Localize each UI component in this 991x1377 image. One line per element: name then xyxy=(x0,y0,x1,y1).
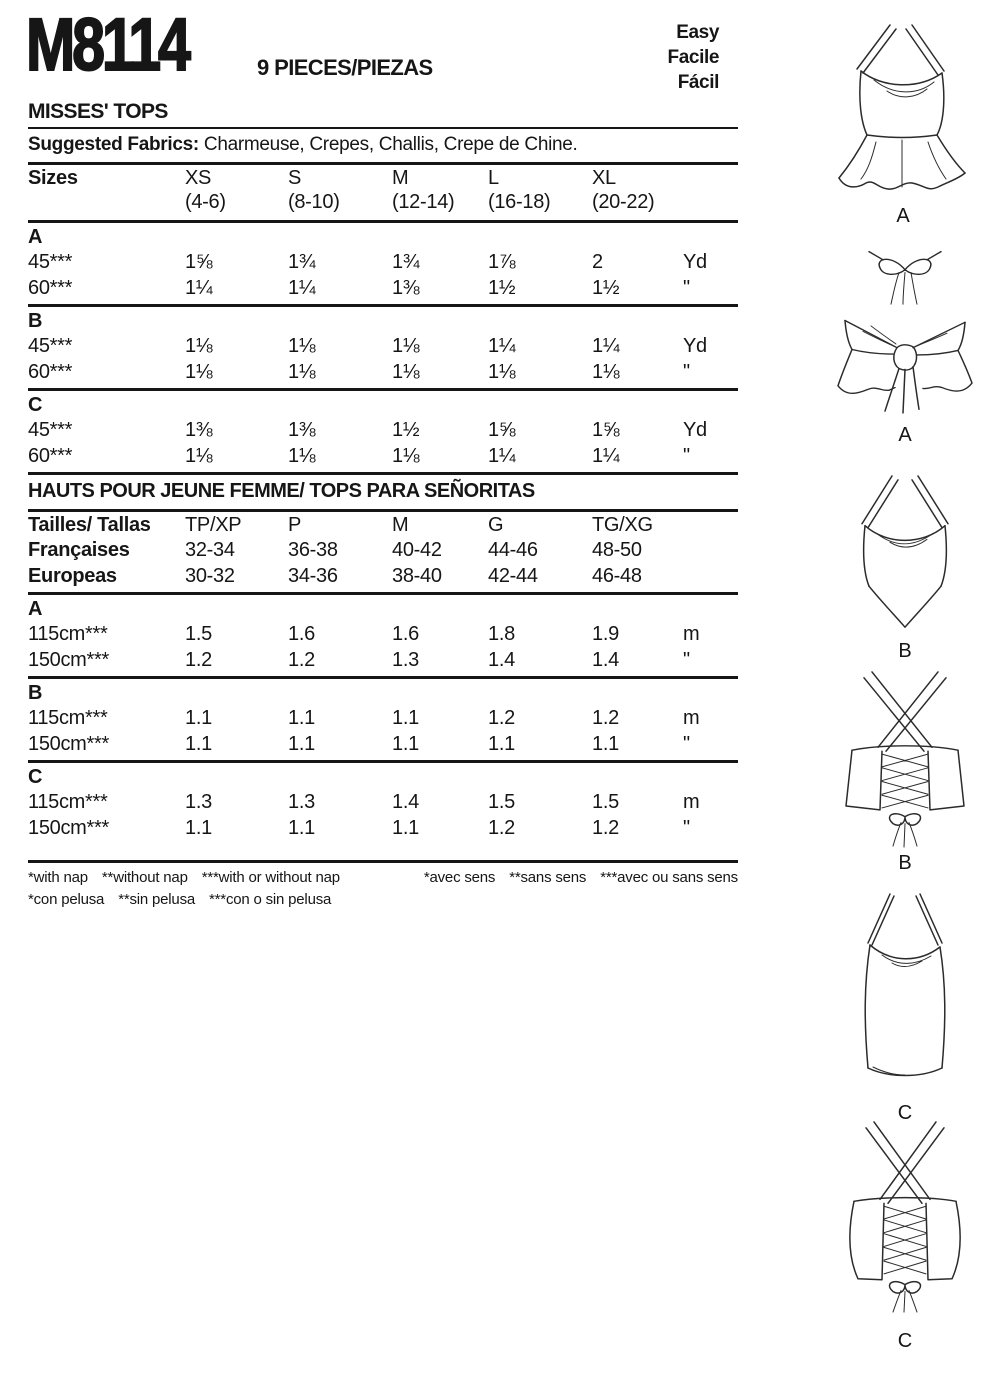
table-cell xyxy=(683,514,738,537)
table-cell: P xyxy=(288,514,302,536)
table-row xyxy=(28,647,738,673)
table-cell xyxy=(683,167,738,190)
table-cell: 1¼ xyxy=(488,445,516,467)
divider xyxy=(28,162,738,165)
table-cell: (4-6) xyxy=(185,191,226,213)
table-cell: Françaises xyxy=(28,539,130,561)
table-cell xyxy=(28,190,185,217)
table-cell: XS xyxy=(185,167,212,189)
table-cell: B xyxy=(28,310,43,332)
table-cell: 38-40 xyxy=(392,565,442,587)
figure-view-b-back xyxy=(835,670,975,875)
yardage-chart xyxy=(28,101,738,912)
table-cell: 1.4 xyxy=(392,791,419,813)
table-cell: (12-14) xyxy=(392,191,455,213)
table-row xyxy=(28,249,738,275)
french-spanish-title: HAUTS POUR JEUNE FEMME/ TOPS PARA SEÑORITAS xyxy=(28,480,535,502)
table-cell: " xyxy=(683,817,690,839)
fabrics-label: Suggested Fabrics: xyxy=(28,134,199,155)
table-cell: 1⅝ xyxy=(592,419,620,441)
table-cell: A xyxy=(28,226,43,248)
footnote-row xyxy=(28,868,738,890)
table-cell xyxy=(488,309,592,333)
table-cell: 1½ xyxy=(488,277,516,299)
table-cell: C xyxy=(28,394,43,416)
table-cell: TP/XP xyxy=(185,514,242,536)
table-cell xyxy=(288,309,392,333)
table-cell: B xyxy=(28,682,43,704)
table-cell xyxy=(288,681,392,705)
table-row xyxy=(28,537,738,563)
table-row xyxy=(28,705,738,731)
divider xyxy=(28,592,738,595)
table-cell: 1.8 xyxy=(488,623,515,645)
table-cell: 40-42 xyxy=(392,539,442,561)
footnote-con-pelusa: *con pelusa xyxy=(28,891,105,908)
divider xyxy=(28,760,738,763)
table-cell: M xyxy=(392,167,409,189)
table-cell: A xyxy=(28,598,43,620)
pattern-number: M8114 xyxy=(26,3,188,86)
table-cell: 1.1 xyxy=(392,817,419,839)
yardage-table-metric xyxy=(28,514,738,863)
table-cell: XL xyxy=(592,167,616,189)
table-cell xyxy=(288,765,392,789)
view-a-front-illustration xyxy=(830,22,976,202)
table-cell: 1.1 xyxy=(185,733,212,755)
table-row xyxy=(28,275,738,301)
table-cell xyxy=(592,225,683,249)
footnote-avec-ou-sans-sens: ***avec ou sans sens xyxy=(600,869,738,886)
table-cell: 1⅛ xyxy=(288,445,316,467)
table-cell xyxy=(185,225,288,249)
table-cell: 1⅛ xyxy=(288,361,316,383)
table-cell: 1¾ xyxy=(288,251,316,273)
table-cell: 1⅛ xyxy=(392,361,420,383)
table-cell: " xyxy=(683,649,690,671)
table-cell: 36-38 xyxy=(288,539,338,561)
table-cell: 1⅛ xyxy=(392,445,420,467)
divider xyxy=(28,388,738,391)
table-cell: 1.1 xyxy=(592,733,619,755)
table-cell: Yd xyxy=(683,335,707,357)
footnotes xyxy=(28,868,738,912)
difficulty-levels xyxy=(668,20,719,95)
table-cell: 150cm*** xyxy=(28,817,109,839)
figure-label: B xyxy=(898,852,912,874)
table-cell xyxy=(392,393,488,417)
yardage-table-imperial xyxy=(28,167,738,469)
figure-view-b-front xyxy=(835,474,975,663)
view-a-back-illustration xyxy=(835,248,975,422)
table-cell: 60*** xyxy=(28,361,73,383)
table-cell: 45*** xyxy=(28,251,73,273)
figure-view-c-front xyxy=(835,892,975,1125)
table-cell: m xyxy=(683,707,700,729)
table-row xyxy=(28,563,738,589)
difficulty-fr: Facile xyxy=(667,47,719,68)
table-cell: m xyxy=(683,623,700,645)
table-row xyxy=(28,333,738,359)
table-cell: 1.1 xyxy=(392,707,419,729)
table-cell: L xyxy=(488,167,499,189)
table-row xyxy=(28,765,738,789)
table-cell: 1⅝ xyxy=(488,419,516,441)
table-row xyxy=(28,514,738,537)
table-cell xyxy=(392,681,488,705)
table-cell: 1⅝ xyxy=(185,251,213,273)
table-cell: 1¼ xyxy=(592,335,620,357)
table-cell xyxy=(392,597,488,621)
table-cell: 1¼ xyxy=(592,445,620,467)
english-title: MISSES' TOPS xyxy=(28,100,168,123)
table-cell xyxy=(288,393,392,417)
table-cell: 60*** xyxy=(28,445,73,467)
table-cell: 1.1 xyxy=(288,817,315,839)
table-cell xyxy=(592,681,683,705)
table-cell: G xyxy=(488,514,504,536)
pieces-count: 9 PIECES/PIEZAS xyxy=(257,55,433,80)
table-cell: 1.6 xyxy=(392,623,419,645)
figure-view-a-front xyxy=(830,22,976,228)
table-cell: 1⅜ xyxy=(288,419,316,441)
table-cell: m xyxy=(683,791,700,813)
table-row xyxy=(28,731,738,757)
table-cell: Europeas xyxy=(28,565,117,587)
table-cell: 1.3 xyxy=(392,649,419,671)
table-cell xyxy=(592,393,683,417)
footnote-avec-sens: *avec sens xyxy=(423,869,496,886)
table-cell: 46-48 xyxy=(592,565,642,587)
table-cell: 1⅛ xyxy=(185,445,213,467)
table-cell xyxy=(683,190,738,217)
table-cell xyxy=(488,597,592,621)
table-cell: Yd xyxy=(683,251,707,273)
table-cell: Yd xyxy=(683,419,707,441)
table-cell: 150cm*** xyxy=(28,649,109,671)
table-cell: 1.1 xyxy=(392,733,419,755)
difficulty-es: Fácil xyxy=(677,72,719,93)
table-cell: 1.6 xyxy=(288,623,315,645)
table-cell: 1.2 xyxy=(488,817,515,839)
table-cell: 1.3 xyxy=(288,791,315,813)
table-cell: 1.1 xyxy=(288,733,315,755)
fabrics-list: Charmeuse, Crepes, Challis, Crepe de Chine. xyxy=(203,134,578,155)
table-cell: 1⅛ xyxy=(185,361,213,383)
table-cell: 1⅜ xyxy=(392,277,420,299)
table-cell: S xyxy=(288,167,302,189)
view-b-back-illustration xyxy=(835,670,975,850)
table-cell: 115cm*** xyxy=(28,707,108,729)
table-cell xyxy=(683,765,738,789)
footnote-sin-pelusa: **sin pelusa xyxy=(118,891,196,908)
table-cell: 1.2 xyxy=(592,707,619,729)
table-cell: " xyxy=(683,277,690,299)
table-cell: 1¼ xyxy=(185,277,213,299)
table-cell: 1.4 xyxy=(488,649,515,671)
table-cell: 1.9 xyxy=(592,623,619,645)
table-cell: 1⅛ xyxy=(185,335,213,357)
table-row xyxy=(28,167,738,190)
table-cell xyxy=(592,765,683,789)
table-cell: 32-34 xyxy=(185,539,235,561)
table-cell: 1.2 xyxy=(592,817,619,839)
table-cell: 34-36 xyxy=(288,565,338,587)
footnote-row xyxy=(28,890,738,912)
table-cell xyxy=(185,765,288,789)
table-row xyxy=(28,417,738,443)
footnote-spanish xyxy=(28,890,345,912)
suggested-fabrics xyxy=(28,132,738,159)
table-row xyxy=(28,789,738,815)
table-cell xyxy=(683,393,738,417)
table-cell: 115cm*** xyxy=(28,623,108,645)
view-c-back-illustration xyxy=(835,1120,975,1316)
table-cell xyxy=(683,681,738,705)
table-cell: 48-50 xyxy=(592,539,642,561)
table-cell xyxy=(288,225,392,249)
table-cell: 1¼ xyxy=(488,335,516,357)
divider xyxy=(28,509,738,512)
figure-label: A xyxy=(898,424,912,446)
figure-view-a-back xyxy=(835,248,975,447)
table-cell xyxy=(185,393,288,417)
table-cell: (8-10) xyxy=(288,191,340,213)
table-cell: 45*** xyxy=(28,335,73,357)
divider xyxy=(28,472,738,475)
table-cell xyxy=(185,309,288,333)
difficulty-en: Easy xyxy=(676,22,719,43)
table-cell xyxy=(592,309,683,333)
table-cell xyxy=(683,537,738,563)
table-row xyxy=(28,393,738,417)
table-cell xyxy=(683,597,738,621)
table-cell xyxy=(488,765,592,789)
table-cell: 1.1 xyxy=(185,817,212,839)
footnote-con-o-sin-pelusa: ***con o sin pelusa xyxy=(209,891,332,908)
table-cell: 42-44 xyxy=(488,565,538,587)
table-cell: 60*** xyxy=(28,277,73,299)
view-c-front-illustration xyxy=(835,892,975,1084)
table-row xyxy=(28,225,738,249)
table-cell: 1⅜ xyxy=(185,419,213,441)
table-cell: 1⅛ xyxy=(488,361,516,383)
divider xyxy=(28,860,738,863)
figure-view-c-back xyxy=(835,1120,975,1353)
table-cell: 1.3 xyxy=(185,791,212,813)
table-cell: 1.2 xyxy=(488,707,515,729)
table-cell: 1.2 xyxy=(185,649,212,671)
footnote-english xyxy=(28,868,354,890)
table-cell: (16-18) xyxy=(488,191,551,213)
table-row xyxy=(28,815,738,841)
table-row xyxy=(28,190,738,217)
divider xyxy=(28,304,738,307)
figure-label: A xyxy=(896,205,910,227)
table-cell: 44-46 xyxy=(488,539,538,561)
table-cell xyxy=(488,393,592,417)
table-cell: 1⅛ xyxy=(288,335,316,357)
footnote-with-or-without-nap: ***with or without nap xyxy=(201,869,340,886)
footnote-french xyxy=(410,868,738,890)
table-row xyxy=(28,597,738,621)
table-row xyxy=(28,681,738,705)
table-cell xyxy=(392,765,488,789)
table-cell: TG/XG xyxy=(592,514,653,536)
table-row xyxy=(28,359,738,385)
table-cell: " xyxy=(683,733,690,755)
table-cell xyxy=(288,597,392,621)
footnote-with-nap: *with nap xyxy=(28,869,88,886)
divider xyxy=(28,220,738,223)
divider xyxy=(28,127,738,129)
table-row xyxy=(28,309,738,333)
table-cell: 1.2 xyxy=(288,649,315,671)
footnote-sans-sens: **sans sens xyxy=(509,869,587,886)
table-cell: 1½ xyxy=(392,419,420,441)
table-row xyxy=(28,621,738,647)
table-cell xyxy=(592,597,683,621)
figure-label: C xyxy=(897,1330,913,1352)
table-cell: C xyxy=(28,766,43,788)
table-cell: 1.5 xyxy=(488,791,515,813)
table-cell: " xyxy=(683,361,690,383)
table-cell: 1.1 xyxy=(185,707,212,729)
table-cell xyxy=(683,563,738,589)
table-cell: 30-32 xyxy=(185,565,235,587)
table-cell: 45*** xyxy=(28,419,73,441)
table-cell xyxy=(185,681,288,705)
table-cell xyxy=(683,309,738,333)
table-cell: 1.4 xyxy=(592,649,619,671)
table-cell: 1¾ xyxy=(392,251,420,273)
table-cell: 1⅛ xyxy=(592,361,620,383)
figure-label: B xyxy=(898,640,912,662)
table-cell xyxy=(683,225,738,249)
table-row xyxy=(28,443,738,469)
view-b-front-illustration xyxy=(835,474,975,634)
table-cell: 1⅛ xyxy=(392,335,420,357)
table-cell xyxy=(185,597,288,621)
table-cell: 1.1 xyxy=(488,733,515,755)
table-cell xyxy=(392,309,488,333)
table-cell: M xyxy=(392,514,409,536)
table-cell xyxy=(392,225,488,249)
table-cell: 1.5 xyxy=(185,623,212,645)
table-cell: Tailles/ Tallas xyxy=(28,514,151,536)
table-cell xyxy=(488,681,592,705)
table-cell: 2 xyxy=(592,251,603,273)
table-cell: 1½ xyxy=(592,277,620,299)
table-cell: 115cm*** xyxy=(28,791,108,813)
table-cell: 150cm*** xyxy=(28,733,109,755)
table-cell xyxy=(488,225,592,249)
table-cell: Sizes xyxy=(28,167,78,189)
figure-label: C xyxy=(897,1102,913,1124)
table-cell: (20-22) xyxy=(592,191,655,213)
table-cell: 1.5 xyxy=(592,791,619,813)
table-cell: 1.1 xyxy=(288,707,315,729)
table-cell: " xyxy=(683,445,690,467)
table-cell: 1⅞ xyxy=(488,251,516,273)
footnote-without-nap: **without nap xyxy=(101,869,188,886)
divider xyxy=(28,676,738,679)
table-cell: 1¼ xyxy=(288,277,316,299)
